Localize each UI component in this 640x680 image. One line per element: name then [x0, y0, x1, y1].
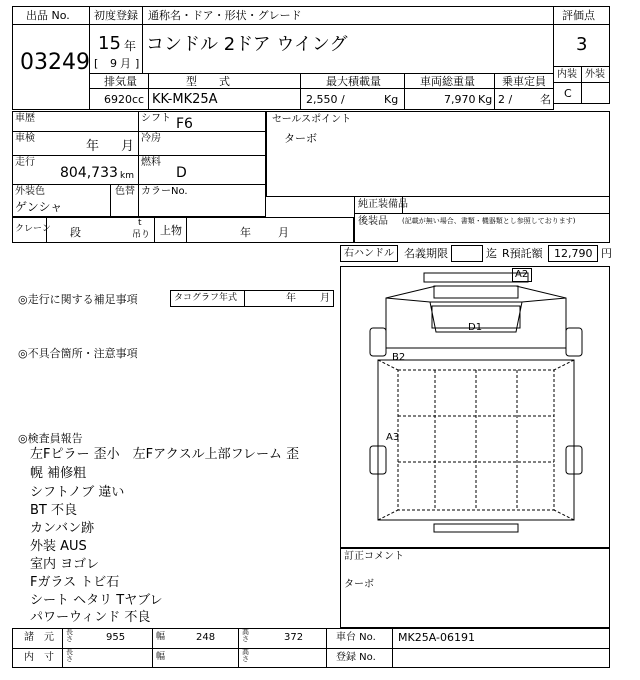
reg-month: 9	[110, 57, 117, 70]
lot-label: 出品 No.	[26, 9, 70, 22]
name-label: 通称名・ドア・形状・グレード	[148, 9, 302, 22]
lot-number: 03249	[20, 50, 90, 75]
reg-year: 15	[98, 33, 121, 54]
interior-label: 内装	[557, 69, 577, 80]
crane-row	[12, 217, 354, 243]
sales-point-label: セールスポイント	[272, 114, 352, 125]
mark-a3: A3	[386, 432, 400, 443]
mount-label: 上物	[160, 224, 182, 237]
score-label: 評価点	[562, 9, 595, 22]
supplement-label: ◎走行に関する補足事項	[18, 293, 138, 306]
inspector-line: 左Fピラー 歪小 左Fアクスル上部フレーム 歪	[30, 447, 300, 462]
gvw-label: 車両総重量	[420, 75, 475, 88]
inspector-line: 室内 ヨゴレ	[30, 557, 100, 572]
inner-length-label: 長さ	[66, 648, 73, 663]
mark-b2: B2	[392, 352, 406, 363]
tachograph-label: タコグラフ年式	[174, 293, 238, 303]
defects-label: ◎不具合箇所・注意事項	[18, 347, 138, 360]
inner-height-label: 高さ	[242, 648, 249, 663]
width-label: 幅	[156, 632, 166, 642]
name-change-label: 名義期限	[404, 247, 448, 260]
width-value: 248	[196, 632, 216, 643]
displacement-unit: cc	[132, 93, 145, 106]
color-change-label: 色替	[115, 186, 135, 197]
ac-label: 冷房	[141, 133, 161, 144]
capacity-unit: 名	[540, 93, 551, 106]
color-value: ゲンシャ	[15, 200, 63, 214]
mileage-label: 走行	[15, 157, 35, 168]
inspector-line: 外装 AUS	[30, 539, 87, 554]
inspector-line: BT 不良	[30, 503, 77, 518]
reg-month-unit: 月	[120, 57, 131, 70]
meter-label: R預託額	[502, 247, 543, 260]
tachograph-month-unit: 月	[320, 293, 330, 304]
inner-label: 内 寸	[24, 652, 54, 663]
inspector-line: 幌 補修粗	[30, 466, 87, 481]
score-value: 3	[576, 34, 588, 55]
inspector-label: ◎検査員報告	[18, 432, 83, 445]
truck-outline	[340, 266, 610, 548]
max-load-value: 2,550 /	[306, 93, 345, 106]
vehicle-name: コンドル 2ドア ウイング	[146, 34, 348, 55]
hoist-top: t	[138, 218, 142, 228]
name-change-box	[451, 245, 483, 262]
evaluation-comment: ターボ	[344, 579, 374, 590]
evaluation-label: 訂正コメント	[344, 551, 404, 562]
inspector-line: パワーウィンド 不良	[30, 610, 151, 625]
inspector-line: シート ヘタリ Tヤブレ	[30, 593, 163, 608]
right-hand-label: 右ハンドル	[344, 248, 394, 259]
model-label: 型 式	[186, 75, 230, 88]
shift-label: シフト	[141, 113, 171, 124]
meter-prefix: 迄	[486, 247, 497, 260]
inspection-month-unit: 月	[121, 139, 135, 154]
length-label: 長さ	[66, 628, 73, 643]
reg-month-close: ]	[135, 57, 140, 70]
displacement-value: 6920	[104, 93, 132, 106]
exterior-label: 外装	[585, 69, 605, 80]
gvw-unit: Kg	[478, 93, 493, 106]
first-reg-label: 初度登録	[94, 9, 138, 22]
inspector-line: シフトノブ 違い	[30, 485, 125, 500]
inspection-label: 車検	[15, 133, 35, 144]
height-value: 372	[284, 632, 304, 643]
dan-label: 段	[70, 226, 81, 239]
equipment-label: 純正装備品	[358, 199, 408, 210]
retrofit-note: (記載が無い場合、書類・機器類とし参照しております)	[402, 217, 576, 225]
height-label: 高さ	[242, 628, 249, 643]
chassis-value: MK25A-06191	[398, 631, 475, 644]
inner-width-label: 幅	[156, 652, 166, 662]
tachograph-year-unit: 年	[286, 293, 296, 304]
max-load-unit: Kg	[384, 93, 399, 106]
mount-month-unit: 月	[278, 226, 289, 239]
hoist-label: 吊り	[132, 230, 151, 240]
color-label: 外装色	[15, 186, 45, 197]
mileage-unit: km	[120, 171, 134, 181]
mileage-value: 804,733	[60, 165, 118, 181]
chassis-label: 車台 No.	[336, 632, 376, 643]
reg-year-unit: 年	[124, 39, 137, 53]
length-value: 955	[106, 632, 126, 643]
model-value: KK-MK25A	[152, 92, 218, 107]
color-no-label: カラーNo.	[141, 186, 188, 197]
capacity-value: 2 /	[498, 93, 513, 106]
recycle-fee: 12,790	[554, 247, 593, 260]
inspection-year-unit: 年	[86, 139, 100, 154]
capacity-label: 乗車定員	[502, 75, 546, 88]
inspector-line: カンバン跡	[30, 521, 95, 536]
dimensions-label: 諸 元	[24, 632, 54, 643]
mount-year-unit: 年	[240, 226, 251, 239]
crane-label: クレーン	[15, 224, 51, 234]
mark-d1: D1	[468, 322, 483, 333]
inspector-line: Fガラス トビ石	[30, 575, 120, 590]
mark-a2: A2	[515, 269, 529, 280]
max-load-label: 最大積載量	[326, 75, 381, 88]
fuel-value: D	[176, 165, 187, 181]
reg-label: 登録 No.	[336, 652, 376, 663]
reg-month-open: [	[94, 57, 99, 70]
retrofit-label: 後装品	[358, 216, 388, 227]
yen-unit: 円	[601, 247, 612, 260]
gvw-value: 7,970	[444, 93, 476, 106]
shift-value: F6	[176, 116, 193, 132]
fuel-label: 燃料	[141, 157, 161, 168]
interior-grade: C	[564, 87, 572, 100]
history-label: 車歴	[15, 113, 35, 124]
sales-point-value: ターボ	[284, 132, 317, 145]
displacement-label: 排気量	[104, 75, 137, 88]
